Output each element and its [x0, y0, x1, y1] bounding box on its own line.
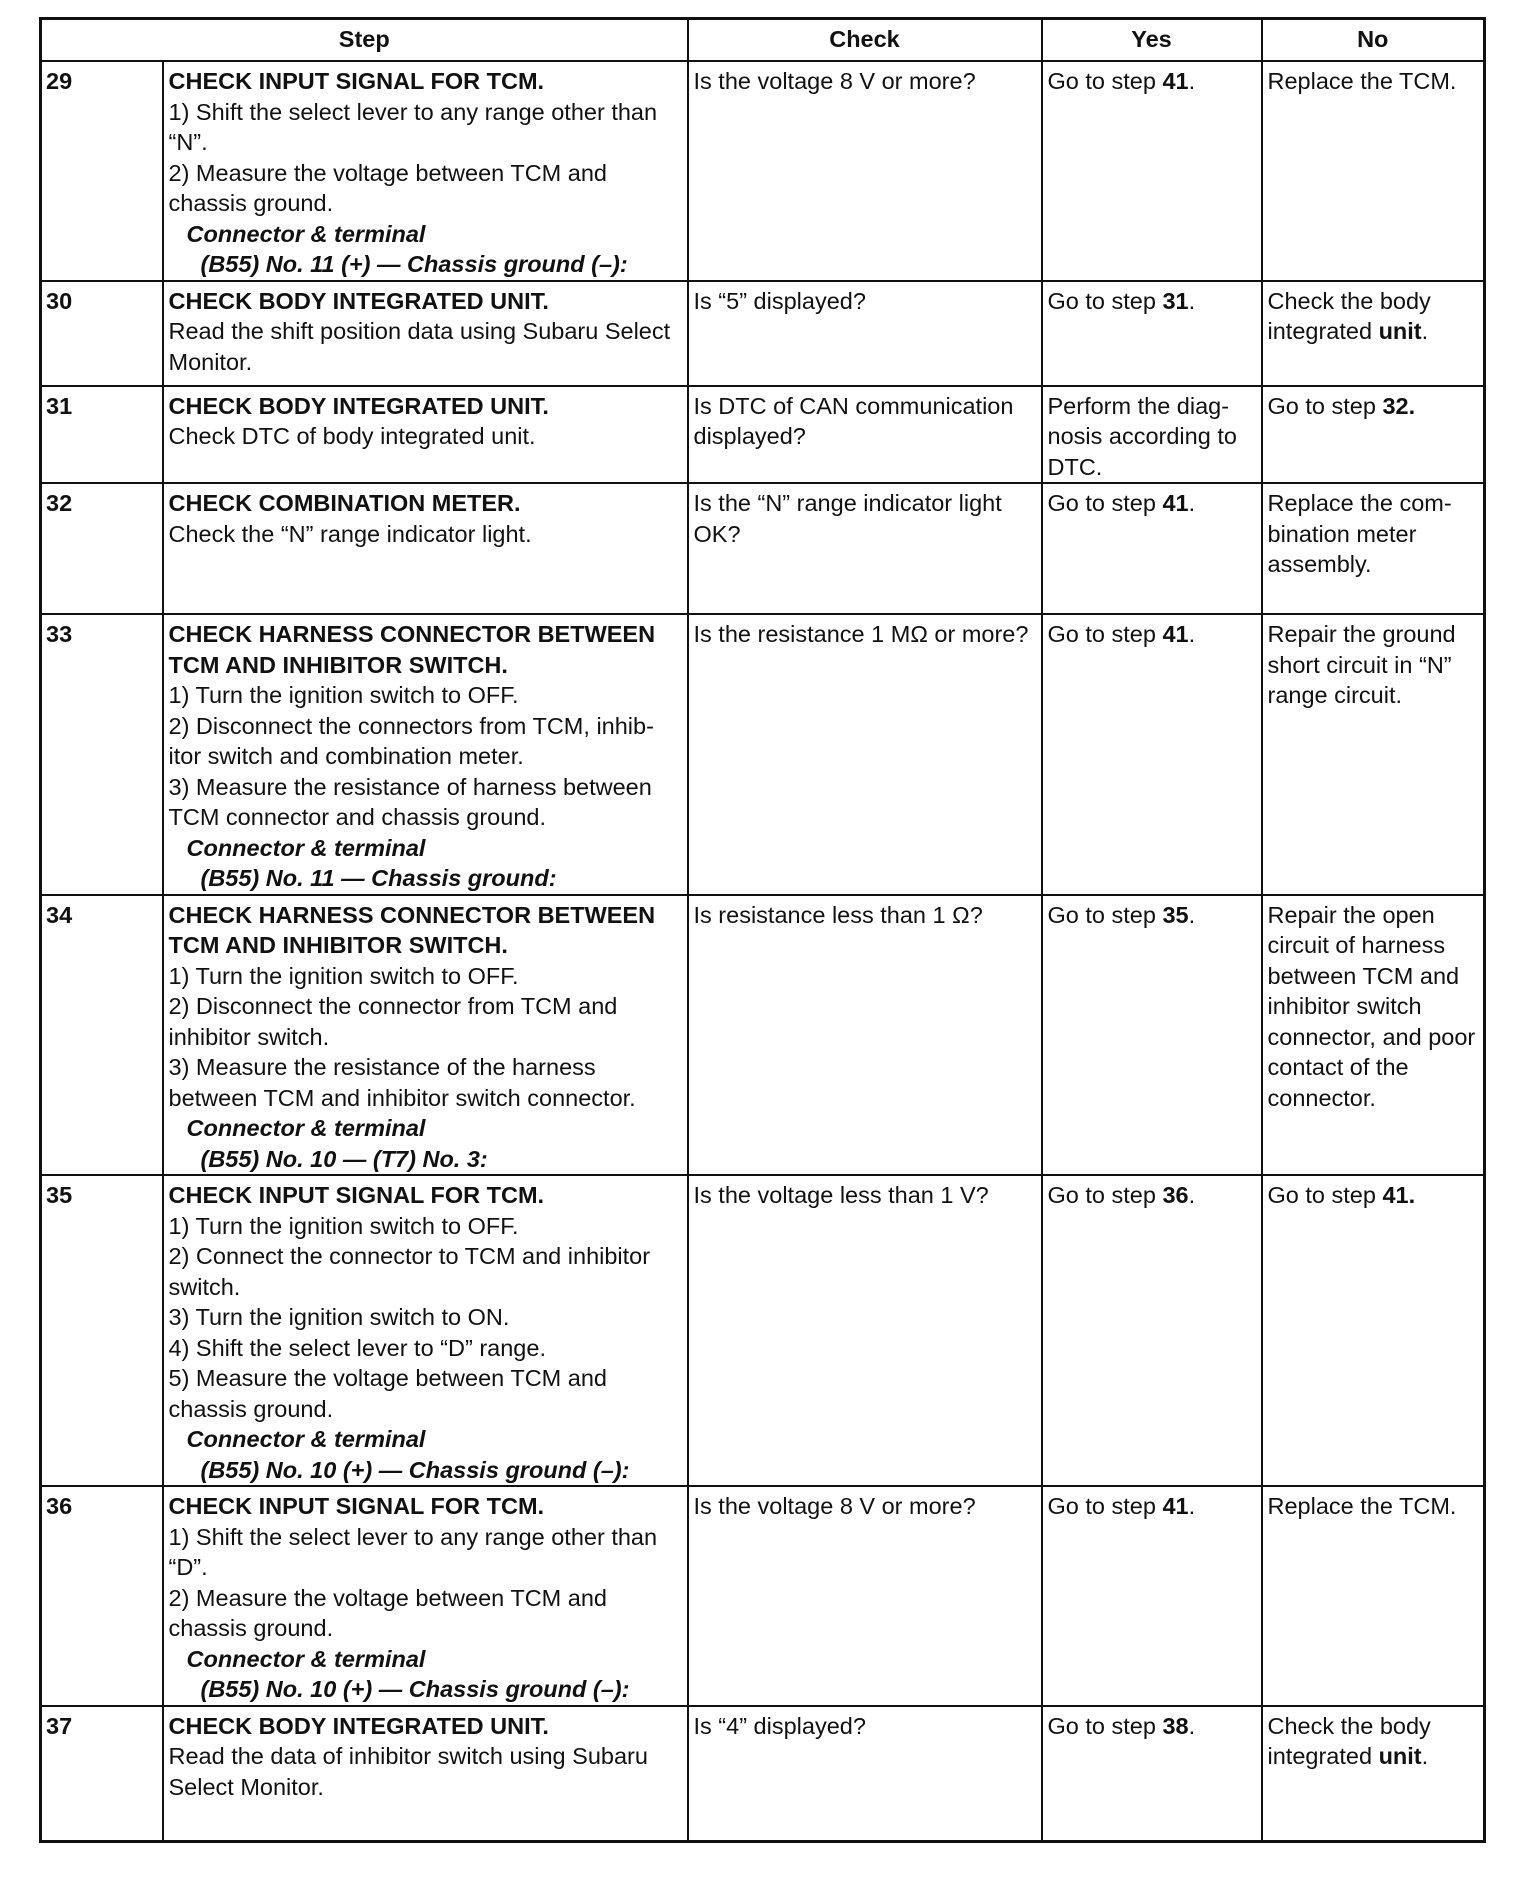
instruction-line: 2) Disconnect the connector from TCM and inhibitor switch. — [168, 993, 618, 1050]
step-number — [41, 1706, 163, 1842]
no-cell — [1262, 1175, 1485, 1486]
connector-terminal-value: (B55) No. 11 — Chassis ground: — [200, 865, 557, 891]
no-cell — [1262, 1706, 1485, 1842]
step-instructions — [169, 97, 682, 219]
step-instructions — [169, 1741, 682, 1802]
instruction-line: 2) Measure the voltage between TCM and chassis ground. — [168, 159, 607, 216]
yes-suffix: . — [1188, 287, 1196, 314]
step-number-text: 29 — [46, 68, 73, 94]
yes-suffix: . — [1188, 68, 1196, 94]
yes-cell — [1042, 281, 1262, 386]
yes-text: Go to step — [1047, 1493, 1163, 1519]
step-title: CHECK INPUT SIGNAL FOR TCM. — [168, 1493, 545, 1519]
step-title: CHECK COMBINATION METER. — [168, 490, 521, 516]
yes-cell — [1042, 483, 1262, 614]
instruction-line: 1) Turn the ignition switch to OFF. — [168, 1212, 519, 1239]
header-yes: Yes — [1042, 19, 1262, 62]
yes-suffix: . — [1188, 621, 1196, 647]
yes-suffix: . — [1188, 1493, 1196, 1519]
yes-step-number: 36 — [1162, 1182, 1189, 1208]
yes-text: Go to step — [1047, 901, 1163, 928]
table-row — [41, 281, 1485, 386]
table-row — [41, 895, 1485, 1176]
no-text: Go to step — [1267, 392, 1383, 419]
connector-terminal-label: Connector & terminal — [186, 1645, 426, 1672]
step-instructions — [169, 421, 682, 452]
check-cell: Is “4” displayed? — [688, 1706, 1042, 1842]
no-bold-text: 32. — [1382, 392, 1416, 419]
step-number-text: 37 — [46, 1712, 73, 1739]
yes-step-number: 41 — [1162, 1493, 1189, 1519]
no-cell — [1262, 281, 1485, 386]
no-bold-text: unit — [1378, 1743, 1422, 1769]
yes-step-number: 41 — [1162, 68, 1189, 94]
yes-suffix: . — [1188, 490, 1196, 516]
yes-cell — [1042, 614, 1262, 895]
yes-cell — [1042, 1486, 1262, 1706]
connector-terminal-value: (B55) No. 11 (+) — Chassis ground (–): — [200, 251, 628, 277]
step-instructions — [169, 680, 682, 833]
yes-suffix: . — [1188, 1182, 1196, 1208]
no-text: Repair the ground short circuit in “N” range circuit. — [1267, 621, 1456, 708]
table-row — [41, 1486, 1485, 1706]
step-instructions — [169, 1522, 682, 1644]
table-row — [41, 1175, 1485, 1486]
step-cell — [163, 281, 688, 386]
no-suffix: . — [1421, 318, 1429, 344]
step-number-text: 33 — [46, 621, 73, 647]
yes-suffix: . — [1188, 901, 1196, 928]
no-text: Check the body integrated — [1267, 1712, 1431, 1769]
step-title: CHECK INPUT SIGNAL FOR TCM. — [168, 1182, 545, 1208]
yes-cell — [1042, 61, 1262, 281]
check-cell: Is resistance less than 1 Ω? — [688, 895, 1042, 1176]
step-instructions — [169, 519, 682, 550]
no-suffix: . — [1421, 1743, 1429, 1769]
instruction-line: 5) Measure the voltage between TCM and chassis ground. — [168, 1365, 607, 1422]
instruction-line: 2) Connect the connector to TCM and inhibitor switch. — [168, 1243, 651, 1300]
yes-text: Go to step — [1047, 490, 1163, 516]
step-number-text: 31 — [46, 392, 73, 419]
connector-terminal-label: Connector & terminal — [186, 834, 426, 861]
connector-terminal-value: (B55) No. 10 (+) — Chassis ground (–): — [200, 1676, 630, 1702]
instruction-line: 1) Shift the select lever to any range other than “N”. — [168, 98, 658, 155]
connector-terminal-value: (B55) No. 10 (+) — Chassis ground (–): — [200, 1456, 630, 1483]
check-cell: Is the voltage 8 V or more? — [688, 61, 1042, 281]
instruction-line: 3) Turn the ignition switch to ON. — [168, 1304, 510, 1330]
connector-terminal-label: Connector & terminal — [186, 1426, 426, 1452]
step-number — [41, 895, 163, 1176]
step-number — [41, 614, 163, 895]
step-cell — [163, 895, 688, 1176]
yes-text: Go to step — [1047, 287, 1163, 314]
check-cell: Is the voltage 8 V or more? — [688, 1486, 1042, 1706]
check-cell: Is the “N” range indicator light OK? — [688, 483, 1042, 614]
step-number — [41, 483, 163, 614]
instruction-line: 3) Measure the resistance of the harness between TCM and inhibitor switch connector. — [168, 1054, 636, 1111]
instruction-line: 3) Measure the resistance of harness between TCM connector and chassis ground. — [168, 773, 652, 830]
connector-terminal-label: Connector & terminal — [186, 220, 426, 247]
instruction-line: Check DTC of body integrated unit. — [168, 423, 536, 449]
step-instructions — [169, 316, 682, 377]
no-cell — [1262, 1486, 1485, 1706]
diagnosis-table — [39, 17, 1486, 1843]
step-cell — [163, 483, 688, 614]
step-cell — [163, 614, 688, 895]
instruction-line: Read the shift position data using Subaru Select Monitor. — [168, 318, 671, 375]
step-cell — [163, 61, 688, 281]
step-number-text: 36 — [46, 1493, 73, 1519]
yes-suffix: . — [1188, 1712, 1196, 1739]
table-header-row — [41, 19, 1485, 62]
instruction-line: 4) Shift the select lever to “D” range. — [168, 1334, 546, 1361]
step-number — [41, 386, 163, 484]
yes-step-number: 31 — [1162, 287, 1189, 314]
no-text: Replace the TCM. — [1267, 68, 1457, 94]
step-title: CHECK HARNESS CONNECTOR BETWEEN TCM AND INHIBITOR SWITCH. — [168, 901, 656, 958]
instruction-line: Check the “N” range indicator light. — [168, 520, 532, 547]
step-cell — [163, 1175, 688, 1486]
no-text: Go to step — [1267, 1182, 1383, 1208]
step-cell — [163, 386, 688, 484]
no-text: Check the body integrated — [1267, 287, 1431, 344]
step-title: CHECK INPUT SIGNAL FOR TCM. — [168, 68, 545, 94]
step-number-text: 34 — [46, 901, 73, 928]
yes-step-number: 41 — [1162, 621, 1189, 647]
yes-step-number: 38 — [1162, 1712, 1189, 1739]
check-cell: Is the voltage less than 1 V? — [688, 1175, 1042, 1486]
table-row — [41, 483, 1485, 614]
no-cell — [1262, 895, 1485, 1176]
yes-text: Go to step — [1047, 1182, 1163, 1208]
yes-cell — [1042, 895, 1262, 1176]
step-instructions — [169, 961, 682, 1114]
no-text: Replace the TCM. — [1267, 1493, 1457, 1519]
table-row — [41, 614, 1485, 895]
no-bold-text: unit — [1378, 318, 1422, 344]
step-number-text: 35 — [46, 1182, 73, 1208]
yes-text: Go to step — [1047, 621, 1163, 647]
diagnosis-sheet — [39, 17, 1483, 1843]
step-number — [41, 281, 163, 386]
table-body — [41, 61, 1485, 1842]
check-cell: Is the resistance 1 MΩ or more? — [688, 614, 1042, 895]
yes-cell — [1042, 1706, 1262, 1842]
table-row — [41, 1706, 1485, 1842]
step-title: CHECK BODY INTEGRATED UNIT. — [168, 392, 549, 419]
no-cell — [1262, 61, 1485, 281]
no-cell — [1262, 614, 1485, 895]
connector-terminal-label: Connector & terminal — [186, 1115, 426, 1141]
step-number — [41, 61, 163, 281]
step-instructions — [169, 1211, 682, 1425]
yes-step-number: 41 — [1162, 490, 1189, 516]
yes-step-number: 35 — [1162, 901, 1189, 928]
no-cell — [1262, 386, 1485, 484]
table-row — [41, 61, 1485, 281]
no-text: Replace the com-bination meter assembly. — [1267, 490, 1452, 577]
yes-text: Go to step — [1047, 68, 1163, 94]
instruction-line: 2) Measure the voltage between TCM and chassis ground. — [168, 1584, 607, 1641]
yes-cell — [1042, 1175, 1262, 1486]
yes-text: Perform the diag-nosis according to DTC. — [1047, 392, 1237, 480]
check-cell: Is “5” displayed? — [688, 281, 1042, 386]
step-title: CHECK BODY INTEGRATED UNIT. — [168, 287, 549, 314]
step-number — [41, 1486, 163, 1706]
step-title: CHECK HARNESS CONNECTOR BETWEEN TCM AND INHIBITOR SWITCH. — [168, 621, 656, 678]
check-cell: Is DTC of CAN communication displayed? — [688, 386, 1042, 484]
yes-text: Go to step — [1047, 1712, 1163, 1739]
step-number — [41, 1175, 163, 1486]
no-bold-text: 41. — [1382, 1182, 1416, 1208]
yes-cell — [1042, 386, 1262, 484]
instruction-line: 1) Turn the ignition switch to OFF. — [168, 682, 519, 708]
table-row — [41, 386, 1485, 484]
instruction-line: 1) Shift the select lever to any range other than “D”. — [168, 1523, 658, 1580]
header-check: Check — [688, 19, 1042, 62]
instruction-line: 2) Disconnect the connectors from TCM, inhib-itor switch and combination meter. — [168, 712, 654, 769]
no-cell — [1262, 483, 1485, 614]
step-cell — [163, 1486, 688, 1706]
instruction-line: 1) Turn the ignition switch to OFF. — [168, 962, 519, 989]
step-title: CHECK BODY INTEGRATED UNIT. — [168, 1712, 549, 1739]
step-number-text: 30 — [46, 287, 73, 314]
header-step: Step — [41, 19, 688, 62]
instruction-line: Read the data of inhibitor switch using Subaru Select Monitor. — [168, 1743, 648, 1800]
no-text: Repair the open circuit of harness between TCM and inhibitor switch connector, and poor contact of the connector. — [1267, 901, 1476, 1111]
step-cell — [163, 1706, 688, 1842]
header-no: No — [1262, 19, 1485, 62]
step-number-text: 32 — [46, 490, 73, 516]
connector-terminal-value: (B55) No. 10 — (T7) No. 3: — [200, 1145, 488, 1172]
